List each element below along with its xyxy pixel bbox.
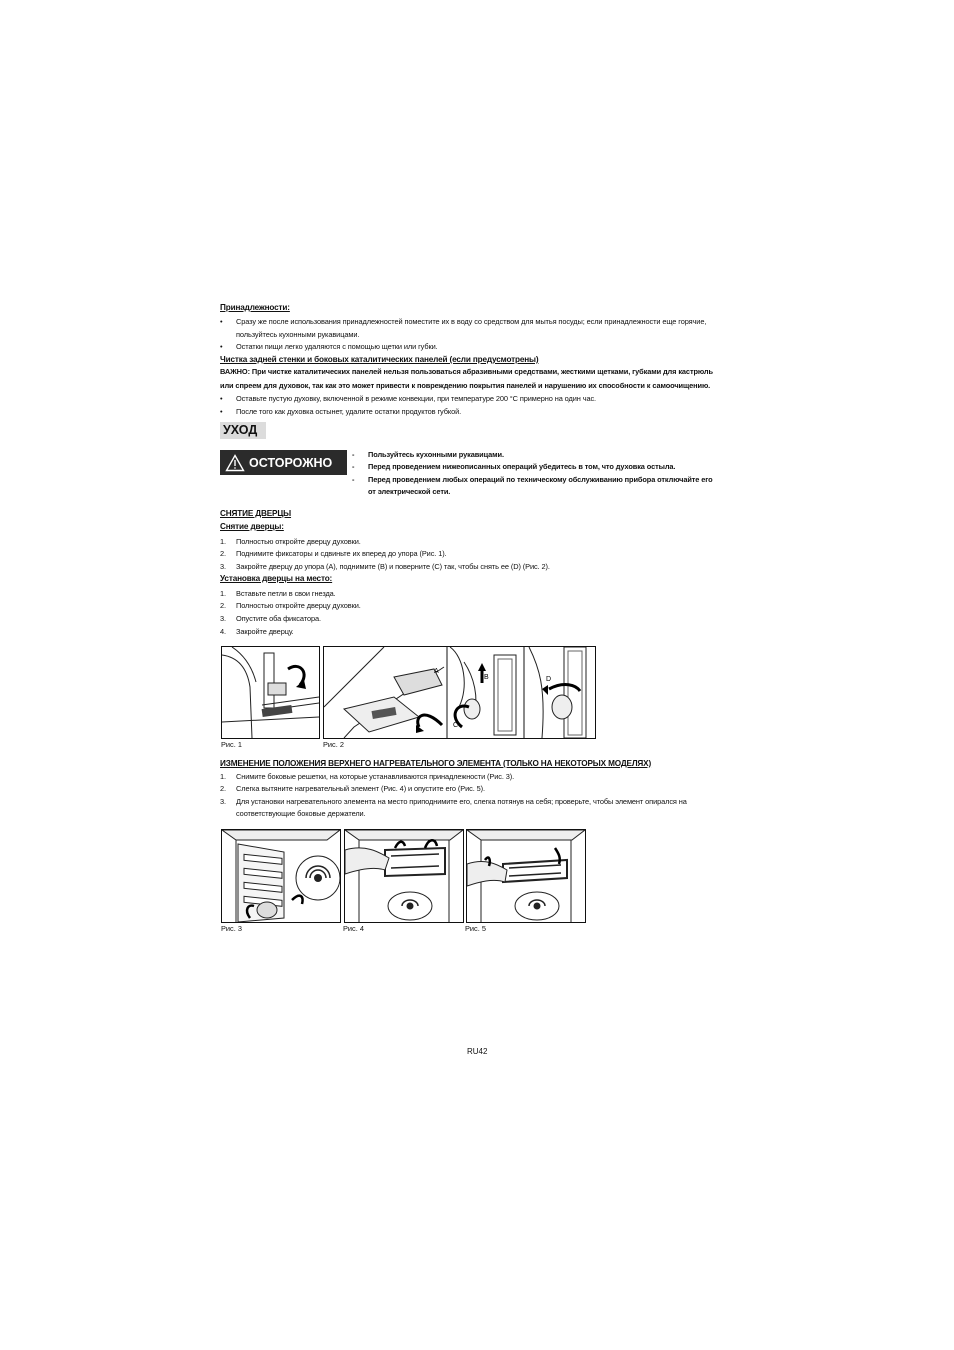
important-note-line: ВАЖНО: При чистке каталитических панелей нельзя пользоваться абразивными средствами, жесткими щетками, губками для кастрюль	[220, 367, 713, 376]
warning-label: ОСТОРОЖНО	[249, 455, 333, 470]
numbered-item: 3. Для установки нагревательного элемента на место приподнимите его, слегка потянув на себя; проверьте, чтобы элемент опирался на	[220, 797, 687, 806]
numbered-item-continuation: соответствующие боковые держатели.	[236, 809, 366, 818]
warning-item: - Перед проведением любых операций по техническому обслуживанию прибора отключайте его	[352, 474, 713, 487]
bullet: •	[220, 317, 223, 326]
numbered-item: 3. Закройте дверцу до упора (A), поднимите (B) и поверните (C) так, чтобы снять ее (D) (Рис. 2).	[220, 562, 550, 571]
warning-item-continuation: от электрической сети.	[368, 487, 451, 496]
accessories-heading: Принадлежности:	[220, 303, 290, 312]
care-section-title: УХОД	[220, 422, 266, 439]
warning-item: - Пользуйтесь кухонными рукавицами.	[352, 449, 504, 462]
bullet: •	[220, 342, 223, 351]
numbered-item: 4. Закройте дверцу.	[220, 627, 294, 636]
numbered-item: 1. Снимите боковые решетки, на которые устанавливаются принадлежности (Рис. 3).	[220, 772, 515, 781]
fig2-letter-c: C	[453, 722, 459, 729]
figure-5-lower-element-illustration	[466, 829, 586, 923]
list-item: • После того как духовка остынет, удалите остатки продуктов губкой.	[220, 406, 461, 419]
door-removal-heading: Снятие дверцы:	[220, 522, 284, 531]
numbered-item: 2. Слегка вытяните нагревательный элемент (Рис. 4) и опустите его (Рис. 5).	[220, 784, 485, 793]
dash: -	[352, 462, 355, 471]
dash: -	[352, 450, 355, 459]
heating-element-heading: ИЗМЕНЕНИЕ ПОЛОЖЕНИЯ ВЕРХНЕГО НАГРЕВАТЕЛЬНОГО ЭЛЕМЕНТА (ТОЛЬКО НА НЕКОТОРЫХ МОДЕЛЯХ)	[220, 759, 652, 768]
catalytic-heading: Чистка задней стенки и боковых каталитических панелей (если предусмотрены)	[220, 355, 539, 364]
door-section-heading: СНЯТИЕ ДВЕРЦЫ	[220, 509, 292, 518]
bullet: •	[220, 394, 223, 403]
numbered-item: 1. Вставьте петли в свои гнезда.	[220, 589, 336, 598]
bullet: •	[220, 407, 223, 416]
list-item: • Сразу же после использования принадлежностей поместите их в воду со средством для мытья посуды; если принадлежности еще горячие,	[220, 316, 706, 329]
figure-4-pull-element-illustration	[344, 829, 464, 923]
figure-3-caption: Рис. 3	[221, 924, 242, 933]
important-note-line: или спреем для духовок, так как это может привести к повреждению покрытия панелей и нарушению их способности к самоочищению.	[220, 381, 711, 390]
figure-3-side-rack-illustration	[221, 829, 341, 923]
door-install-heading: Установка дверцы на место:	[220, 574, 333, 583]
numbered-item: 1. Полностью откройте дверцу духовки.	[220, 537, 361, 546]
figure-2-caption: Рис. 2	[323, 740, 344, 749]
list-item: • Остатки пищи легко удаляются с помощью щетки или губки.	[220, 341, 438, 354]
warning-item: - Перед проведением нижеописанных операций убедитесь в том, что духовка остыла.	[352, 461, 675, 474]
fig2-letter-d: D	[546, 676, 552, 683]
figure-4-caption: Рис. 4	[343, 924, 364, 933]
page-number: RU42	[467, 1047, 488, 1056]
figure-2-door-removal-illustration	[323, 646, 596, 739]
figure-1-hinge-illustration	[221, 646, 320, 739]
numbered-item: 2. Поднимите фиксаторы и сдвиньте их вперед до упора (Рис. 1).	[220, 549, 447, 558]
dash: -	[352, 475, 355, 484]
numbered-item: 3. Опустите оба фиксатора.	[220, 614, 321, 623]
figure-1-caption: Рис. 1	[221, 740, 242, 749]
fig2-letter-b: B	[484, 674, 489, 681]
list-item-continuation: пользуйтесь кухонными рукавицами.	[236, 330, 360, 339]
fig2-letter-a: A	[434, 668, 439, 675]
warning-banner	[220, 450, 347, 475]
numbered-item: 2. Полностью откройте дверцу духовки.	[220, 601, 361, 610]
list-item: • Оставьте пустую духовку, включенной в режиме конвекции, при температуре 200 °C примерно на один час.	[220, 393, 596, 406]
warning-triangle-icon	[225, 454, 245, 472]
figure-5-caption: Рис. 5	[465, 924, 486, 933]
